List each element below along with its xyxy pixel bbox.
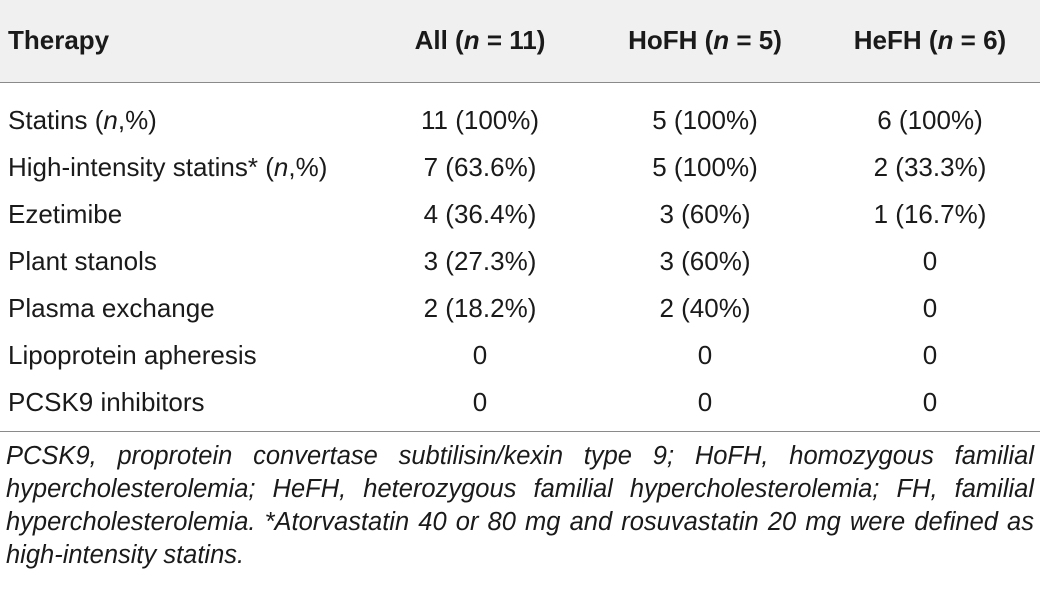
- cell-hofh: 3 (60%): [659, 246, 751, 276]
- cell-hefh: 0: [922, 293, 938, 323]
- table-row: [0, 332, 1040, 379]
- cell-all: 4 (36.4%): [423, 199, 537, 229]
- table-row: [0, 379, 1040, 426]
- cell-all: 2 (18.2%): [423, 293, 537, 323]
- header-hefh: HeFH (n = 6): [853, 25, 1007, 56]
- cell-hofh: 3 (60%): [659, 199, 751, 229]
- row-label: Plant stanols: [8, 246, 157, 276]
- cell-hofh: 0: [697, 387, 713, 417]
- cell-hefh: 1 (16.7%): [873, 199, 987, 229]
- row-label: Lipoprotein apheresis: [8, 340, 257, 370]
- cell-hefh: 0: [922, 246, 938, 276]
- header-hofh: HoFH (n = 5): [628, 25, 782, 56]
- table-row: [0, 238, 1040, 285]
- row-label: Statins (n,%): [0, 82, 370, 144]
- cell-hefh: 6 (100%): [820, 82, 1040, 144]
- table-header: [0, 0, 1040, 82]
- cell-all: 3 (27.3%): [423, 246, 537, 276]
- table-row: [0, 144, 1040, 191]
- cell-hofh: 5 (100%): [590, 82, 820, 144]
- row-label: Ezetimibe: [8, 199, 123, 229]
- table-row: [0, 82, 1040, 144]
- row-label: PCSK9 inhibitors: [8, 387, 205, 417]
- cell-hofh: 5 (100%): [652, 152, 758, 182]
- cell-all: 7 (63.6%): [423, 152, 537, 182]
- cell-hofh: 0: [697, 340, 713, 370]
- header-all: All (n = 11): [414, 25, 546, 56]
- cell-hofh: 2 (40%): [659, 293, 751, 323]
- cell-all: 11 (100%): [370, 82, 590, 144]
- header-row: [0, 0, 1040, 82]
- cell-all: 0: [472, 340, 488, 370]
- table-row: [0, 285, 1040, 332]
- cell-hefh: 0: [922, 387, 938, 417]
- table-body: [0, 82, 1040, 426]
- cell-hefh: 0: [922, 340, 938, 370]
- row-label: Plasma exchange: [8, 293, 215, 323]
- cell-all: 0: [472, 387, 488, 417]
- row-label: High-intensity statins* (n,%): [8, 152, 328, 182]
- footnote-divider: [0, 431, 1040, 432]
- table-row: [0, 191, 1040, 238]
- table-footnote: PCSK9, proprotein convertase subtilisin/kexin type 9; HoFH, homozygous familial hypercholesterolemia; HeFH, heterozygous familial hypercholesterolemia; FH, familial hypercholesterolemia. *Atorvastatin 40 or 80 mg and rosuvastatin 20 mg were defined as high-intensity statins.: [6, 442, 1034, 569]
- cell-hefh: 2 (33.3%): [873, 152, 987, 182]
- header-therapy: Therapy: [8, 25, 110, 56]
